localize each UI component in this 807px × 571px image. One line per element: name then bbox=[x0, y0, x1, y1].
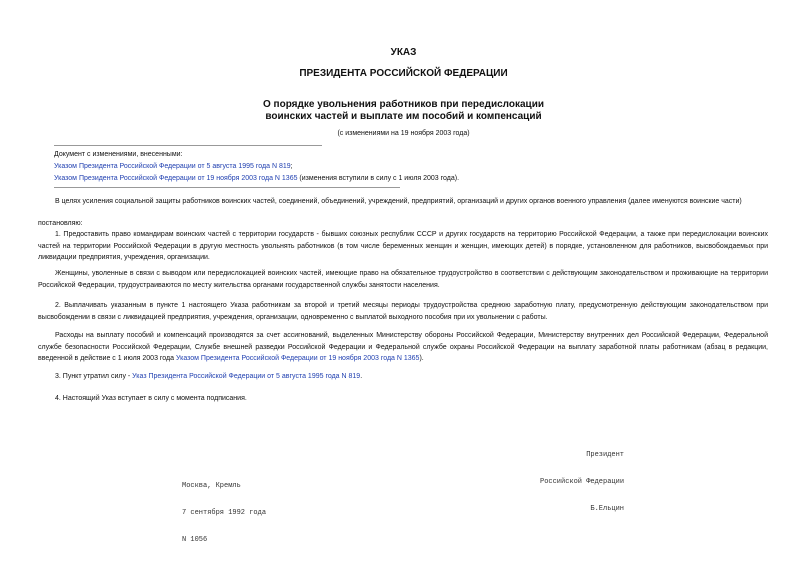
changes-line-1 bbox=[54, 161, 459, 173]
paragraph-3 bbox=[38, 371, 768, 383]
paragraph-2: 2. Выплачивать указанным в пункте 1 настоящего Указа работникам за второй и третий месяцы периоды трудоустройства среднюю заработную плату, предусмотренную действующим законодательством при высвобождении в связи с ликвидацией предприятия, учреждения, организации, одновременно с выплатой выходного пособия при их увольнении с работы. bbox=[38, 302, 768, 321]
paragraph-3-tail: . bbox=[360, 373, 363, 380]
paragraph-decree: постановляю: bbox=[38, 220, 83, 227]
paragraph-purpose: В целях усиления социальной защиты работников воинских частей, соединений, объединений, учреждений, предприятий, организаций и других органов военного управления (далее именуются воинские части) bbox=[55, 198, 742, 205]
paragraph-2b bbox=[38, 330, 768, 365]
signature-block bbox=[540, 433, 624, 532]
amendment-note: (с изменениями на 19 ноября 2003 года) bbox=[337, 130, 470, 137]
place: Москва, Кремль bbox=[182, 482, 241, 490]
subject-line-2: воинских частей и выплате им пособий и компенсаций bbox=[265, 111, 542, 122]
decree-number: N 1056 bbox=[182, 536, 208, 544]
amend-link-1365[interactable]: Указом Президента Российской Федерации от 19 ноября 2003 года N 1365 bbox=[175, 355, 420, 362]
change-link-1365[interactable]: Указом Президента Российской Федерации от 19 ноября 2003 года N 1365 bbox=[54, 175, 298, 182]
paragraph-4: 4. Настоящий Указ вступает в силу с момента подписания. bbox=[55, 395, 247, 402]
signature-title: Президент bbox=[586, 451, 624, 459]
divider-top bbox=[54, 145, 322, 146]
changes-intro: Документ с изменениями, внесенными: bbox=[54, 151, 183, 158]
change-link-1-tail: ; bbox=[290, 163, 293, 170]
signature-name: Б.Ельцин bbox=[590, 505, 624, 513]
changes-line-2 bbox=[54, 173, 459, 185]
changes-block bbox=[54, 149, 459, 185]
place-date-block bbox=[182, 464, 266, 563]
repeal-link-819[interactable]: Указ Президента Российской Федерации от 5 августа 1995 года N 819 bbox=[132, 373, 361, 380]
paragraph-2b-tail: ). bbox=[419, 355, 424, 362]
date: 7 сентября 1992 года bbox=[182, 509, 267, 517]
subject-title bbox=[0, 99, 807, 123]
change-link-2-tail: (изменения вступили в силу с 1 июля 2003 года). bbox=[297, 175, 460, 182]
doc-type-title: УКАЗ bbox=[390, 47, 417, 58]
paragraph-3-text: 3. Пункт утратил силу - bbox=[55, 373, 133, 380]
paragraph-2b-text: Расходы на выплату пособий и компенсаций производятся за счет ассигнований, выделенных Министерству обороны Российской Федерации, Министерству внутренних дел Российской Федерации, Федеральной службе безопасности Российской Федерации, Службе внешней разведки Российской Федерации и Федеральной службе охраны Российской Федерации на выплату заработной платы работникам (абзац в редакции, введенной в действие с 1 июля 2003 года bbox=[38, 332, 768, 362]
issuer-title: ПРЕЗИДЕНТА РОССИЙСКОЙ ФЕДЕРАЦИИ bbox=[299, 68, 508, 79]
subject-line-1: О порядке увольнения работников при передислокации bbox=[263, 99, 544, 110]
paragraph-1: 1. Предоставить право командирам воинских частей с территории государств - бывших союзных республик СССР и других государств на территорию Российской Федерации, а также при передислокации воинских частей на территории Российской Федерации в другую местность увольнять работников (в том числе беременных женщин и женщин, имеющих детей) в порядке, установленном для работников, высвобождаемых при ликвидации предприятия, учреждения, организации. bbox=[38, 231, 768, 261]
signature-country: Российской Федерации bbox=[540, 478, 625, 486]
divider-bottom bbox=[54, 187, 400, 188]
paragraph-1b: Женщины, уволенные в связи с выводом или передислокацией воинских частей, имеющие право на обязательное трудоустройство в соответствии с действующим законодательством и проживающие на территории Российской Федерации, трудоустраиваются по месту жительства органами государственной службы занятости населения. bbox=[38, 270, 768, 289]
change-link-819[interactable]: Указом Президента Российской Федерации от 5 августа 1995 года N 819 bbox=[54, 163, 291, 170]
